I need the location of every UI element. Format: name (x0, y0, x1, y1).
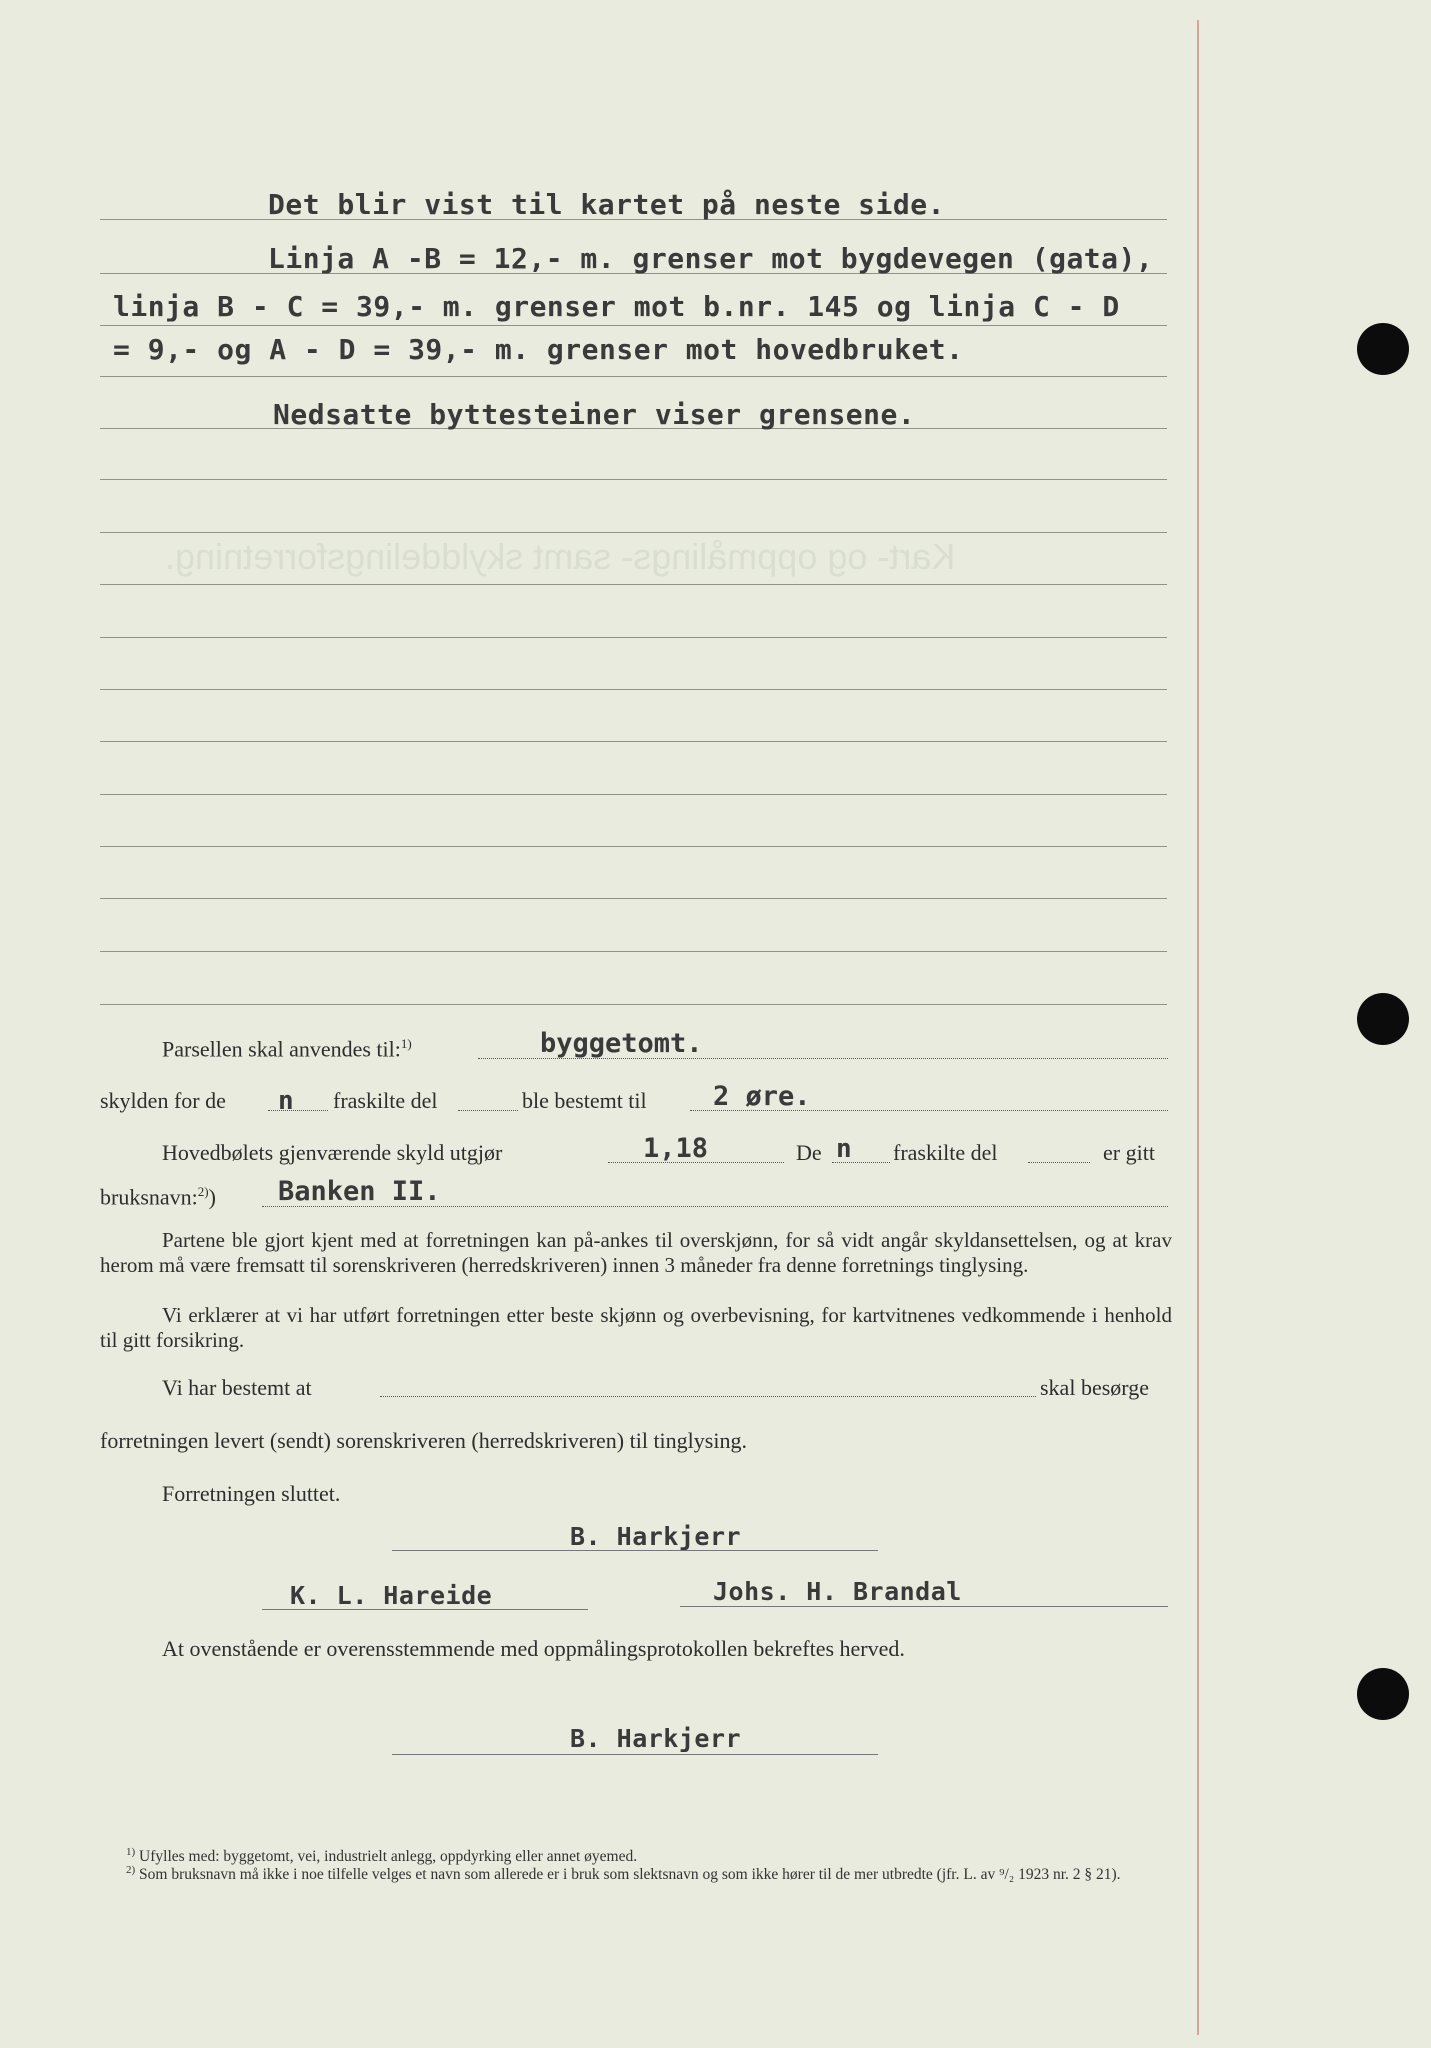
punch-hole-middle (1357, 993, 1409, 1045)
typed-line-2: Linja A -B = 12,- m. grenser mot bygdevegen (gata), (268, 242, 1154, 275)
margin-line (1197, 20, 1199, 2035)
skyld-n-dotted-line (268, 1110, 328, 1111)
signature-line-3 (680, 1606, 1168, 1607)
typed-line-3: linja B - C = 39,- m. grenser mot b.nr. 145 og linja C - D (113, 290, 1120, 323)
punch-hole-top (1357, 323, 1409, 375)
ruled-line (100, 637, 1167, 638)
footnote-1: $^{1)}$ Ufylles med: byggetomt, vei, industrielt anlegg, oppdyrking eller annet øyemed. (126, 1846, 638, 1866)
hoved-value: 1,18 (643, 1133, 709, 1164)
bestemt-suffix: skal besørge (1040, 1375, 1149, 1400)
ruled-line (100, 951, 1167, 952)
hoved-n: n (836, 1134, 852, 1164)
levert-text: forretningen levert (sendt) sorenskriveren (herredskriveren) til tinglysing. (100, 1428, 747, 1453)
hoved-del-dotted-line (1028, 1162, 1090, 1163)
typed-line-5: Nedsatte byttesteiner viser grensene. (273, 398, 916, 431)
hoved-frask: fraskilte del (893, 1140, 998, 1165)
footnote-2: $^{2)}$ Som bruksnavn må ikke i noe tilfelle velges et navn som allerede er i bruk som slektsnavn og som ikke hører til de mer utbredte (jfr. L. av ⁹/₂ 1923 nr. 2 § 21). (126, 1864, 1121, 1884)
typed-line-4: = 9,- og A - D = 39,- m. grenser mot hovedbruket. (113, 333, 964, 366)
bruksnavn-label: bruksnavn:$^{2)}$) (100, 1184, 216, 1210)
skyld-value: 2 øre. (713, 1081, 811, 1112)
show-through-heading: Kart- og oppmålings- samt skylddelingsforretning. (165, 536, 956, 577)
hoved-de: De (796, 1140, 822, 1165)
ruled-line (100, 376, 1167, 377)
ruled-line (100, 689, 1167, 690)
ruled-line (100, 898, 1167, 899)
attest-text: At ovenstående er overensstemmende med oppmålingsprotokollen bekreftes herved. (162, 1636, 905, 1661)
ruled-line (100, 741, 1167, 742)
typed-line-1: Det blir vist til kartet på neste side. (268, 188, 945, 221)
skyld-label-c: ble bestemt til (522, 1088, 647, 1113)
ruled-line (100, 532, 1167, 533)
skyld-label-a: skylden for de (100, 1088, 226, 1113)
parsell-label: Parsellen skal anvendes til:$^{1)}$ (162, 1036, 412, 1062)
ruled-line (100, 325, 1167, 326)
signature-line-2 (262, 1609, 588, 1610)
signature-1: B. Harkjerr (570, 1522, 742, 1551)
skyld-del-dotted-line (458, 1110, 518, 1111)
signature-line-1 (392, 1550, 878, 1551)
hoved-gitt: er gitt (1103, 1140, 1155, 1165)
parsell-value: byggetomt. (540, 1028, 703, 1059)
ruled-line (100, 584, 1167, 585)
ruled-line (100, 479, 1167, 480)
notice-paragraph: Partene ble gjort kjent med at forretningen kan på-ankes til overskjønn, for så vidt angår skyldansettelsen, og at krav herom må være fremsatt til sorenskriveren (herredskriveren) innen 3 måneder fra denne forretnings tinglysing. (100, 1228, 1172, 1277)
punch-hole-bottom (1357, 1668, 1409, 1720)
bestemt-label: Vi har bestemt at (162, 1375, 312, 1400)
signature-3: Johs. H. Brandal (713, 1577, 962, 1606)
ruled-line (100, 846, 1167, 847)
ruled-line (100, 794, 1167, 795)
declaration-paragraph: Vi erklærer at vi har utført forretningen etter beste skjønn og overbevisning, for kartvitnenes vedkommende i henhold til gitt forsikring. (100, 1303, 1172, 1352)
signature-line-4 (392, 1754, 878, 1755)
skyld-n: n (278, 1086, 294, 1116)
signature-2: K. L. Hareide (290, 1581, 493, 1610)
ruled-line (100, 1004, 1167, 1005)
sluttet-text: Forretningen sluttet. (162, 1481, 341, 1506)
bruksnavn-value: Banken II. (278, 1176, 441, 1207)
skyld-label-b: fraskilte del (333, 1088, 438, 1113)
signature-4: B. Harkjerr (570, 1724, 742, 1753)
bestemt-dotted-line (380, 1396, 1036, 1397)
hoved-label: Hovedbølets gjenværende skyld utgjør (162, 1140, 503, 1165)
